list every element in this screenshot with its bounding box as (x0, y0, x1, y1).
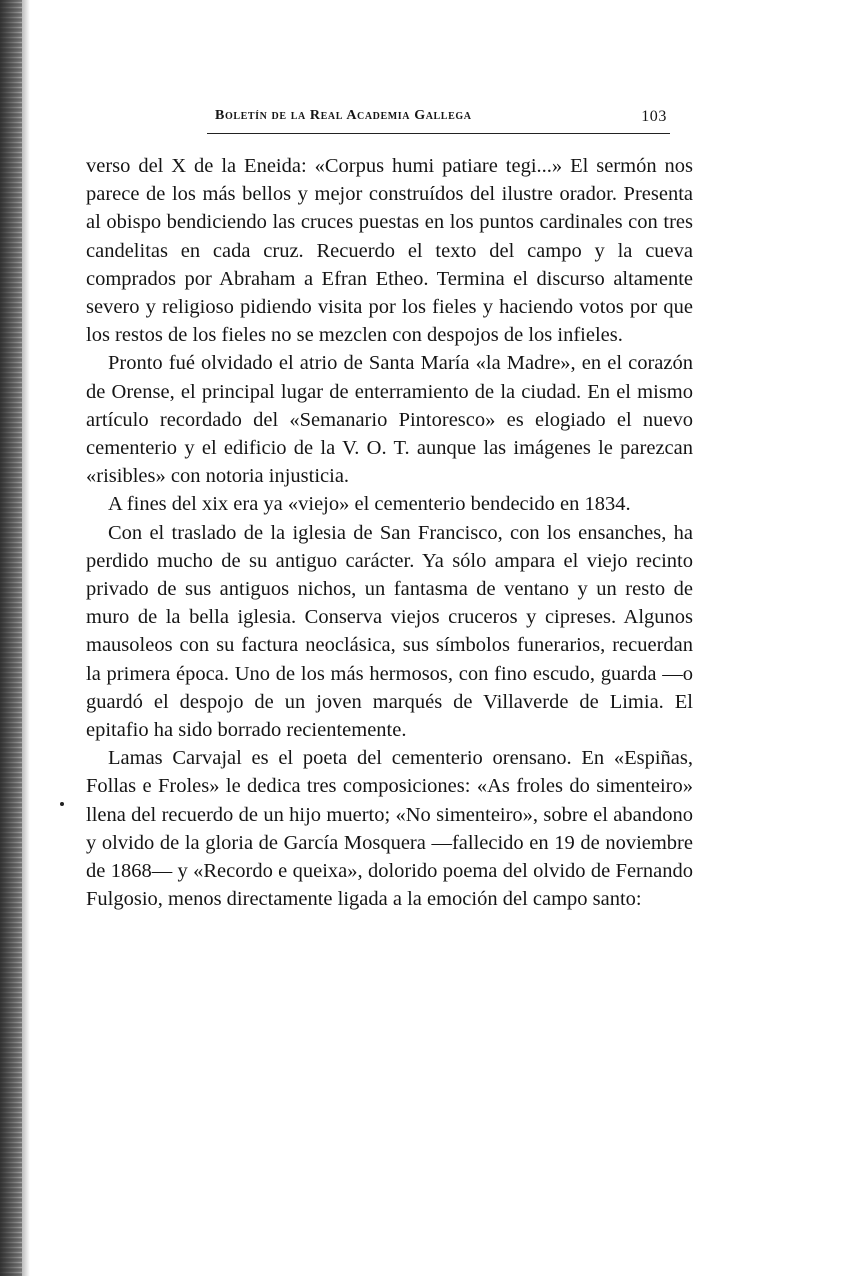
page-number: 103 (641, 108, 667, 125)
paragraph-1: verso del X de la Eneida: «Corpus humi patiare tegi...» El sermón nos parece de los más bellos y mejor construídos del ilustre orador. Presenta al obispo bendiciendo las cruces puestas en los puntos cardinales con tres candelitas en cada cruz. Recuerdo el texto del campo y la cueva comprados por Abraham a Efran Etheo. Termina el discurso altamente severo y religioso pidiendo visita por los fieles y haciendo votos por que los restos de los fieles no se mezclen con despojos de los infieles. (86, 155, 693, 347)
page-gutter-shadow (22, 0, 30, 1276)
paragraph-2: Pronto fué olvidado el atrio de Santa María «la Madre», en el corazón de Orense, el principal lugar de enterramiento de la ciudad. En el mismo artículo recordado del «Semanario Pintoresco» es elogiado el nuevo cementerio y el edificio de la V. O. T. aunque las imágenes le parezcan «risibles» con notoria injusticia. (86, 352, 693, 488)
paragraph-3: A fines del xix era ya «viejo» el cementerio bendecido en 1834. (108, 493, 631, 516)
book-binding-edge (0, 0, 22, 1276)
running-header (207, 108, 667, 130)
header-title: Boletín de la Real Academia Gallega (215, 108, 472, 123)
margin-speck (60, 802, 64, 806)
paragraph-5: Lamas Carvajal es el poeta del cementerio orensano. En «Espiñas, Follas e Froles» le dedica tres composiciones: «As froles do simenteiro» llena del recuerdo de un hijo muerto; «No simenteiro», sobre el abandono y olvido de la gloria de García Mosquera —fallecido en 19 de noviembre de 1868— y «Recordo e queixa», dolorido poema del olvido de Fernando Fulgosio, menos directamente ligada a la emoción del campo santo: (86, 747, 693, 911)
paragraph-4: Con el traslado de la iglesia de San Francisco, con los ensanches, ha perdido mucho de su antiguo carácter. Ya sólo ampara el viejo recinto privado de sus antiguos nichos, un fantasma de ventano y un resto de muro de la bella iglesia. Conserva viejos cruceros y cipreses. Algunos mausoleos con su factura neoclásica, sus símbolos funerarios, recuerdan la primera época. Uno de los más hermosos, con fino escudo, guarda —o guardó el despojo de un joven marqués de Villaverde de Limia. El epitafio ha sido borrado recientemente. (86, 521, 693, 742)
header-rule (207, 133, 670, 134)
body-text (86, 152, 693, 913)
